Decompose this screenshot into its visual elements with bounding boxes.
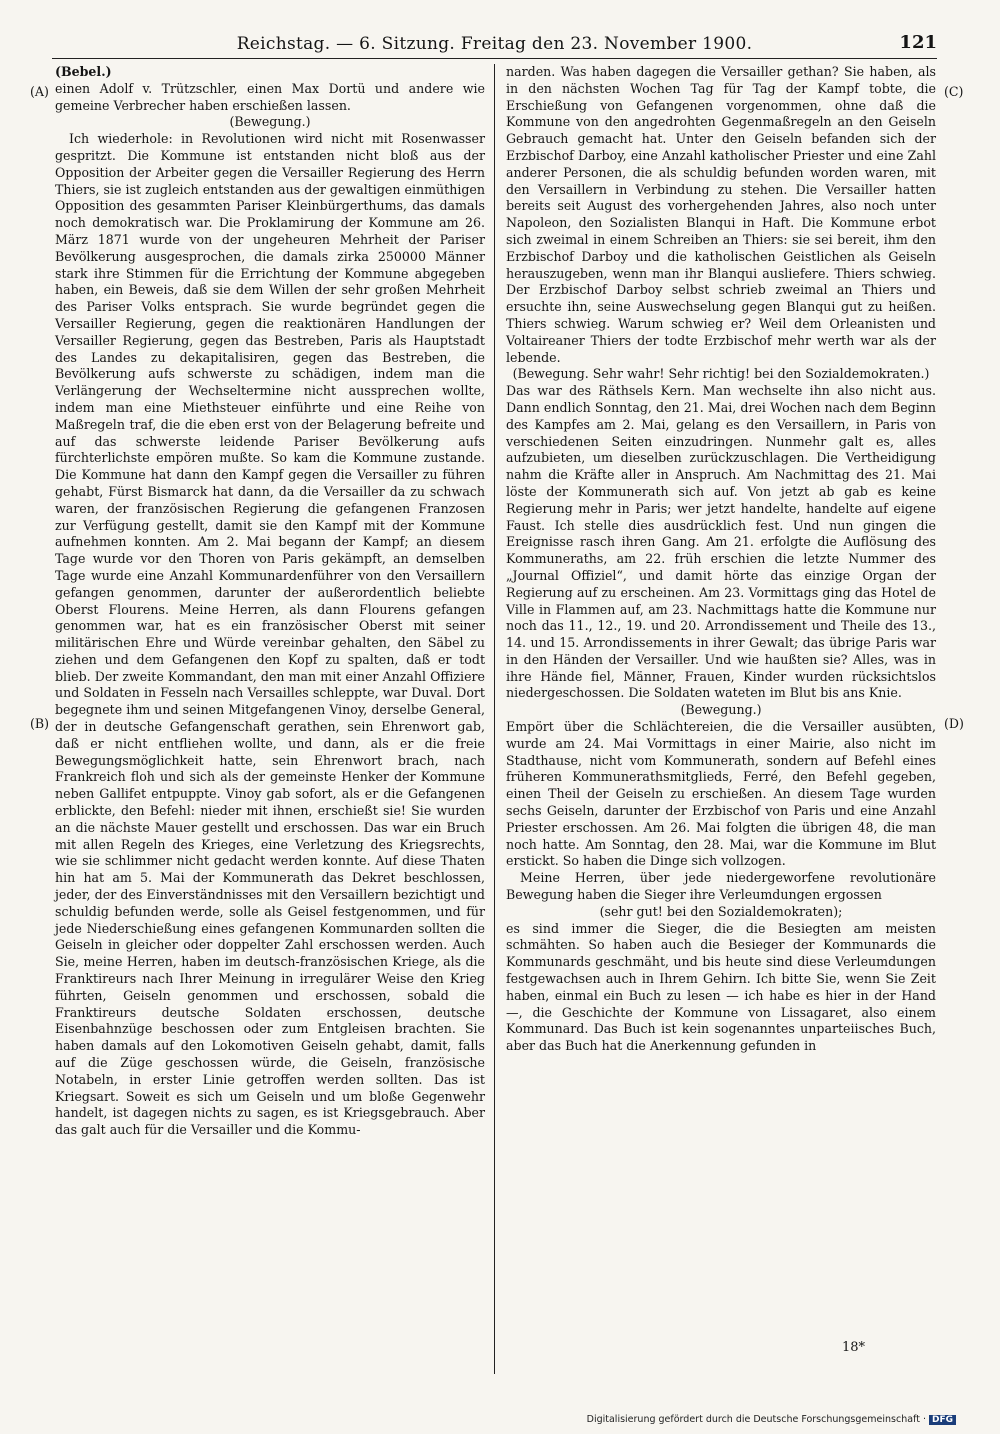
running-title: Reichstag. — 6. Sitzung. Freitag den 23. November 1900. <box>236 34 753 54</box>
interjection: (Bewegung.) <box>680 702 762 718</box>
left-column <box>55 64 485 1139</box>
page-number: 121 <box>899 32 937 53</box>
digitization-credit <box>587 1414 956 1425</box>
margin-marker-a: (A) <box>30 84 49 99</box>
margin-marker-c: (C) <box>944 84 964 99</box>
speaker-name: (Bebel.) <box>55 64 112 79</box>
interjection: (sehr gut! bei den Sozialdemokraten); <box>599 903 843 919</box>
dfg-logo: DFG <box>929 1415 956 1425</box>
paragraph: es sind immer die Sieger, die die Besiegten am meisten schmähten. So haben auch die Besieger der Kommunards die Kommunards geschmäht, und bis heute sind diese Verleumdungen festgewachsen auch in Ihrem Gehirn. Ich bitte Sie, wenn Sie Zeit haben, einmal ein Buch zu lesen — ich habe es hier in der Hand —, die Geschichte der Kommune von Lissagaret, also einem Kommunard. Das Buch ist kein sogenanntes unparteiisches Buch, aber das Buch hat die Anerkennung gefunden in <box>506 920 936 1054</box>
margin-marker-d: (D) <box>944 716 964 731</box>
interjection: (Bewegung. Sehr wahr! Sehr richtig! bei den Sozialdemokraten.) <box>512 366 930 382</box>
column-divider <box>494 64 495 1374</box>
margin-marker-b: (B) <box>30 716 50 731</box>
paragraph: einen Adolf v. Trützschler, einen Max Dortü und andere wie gemeine Verbrecher haben erschießen lassen. <box>55 80 485 113</box>
right-column <box>506 64 936 1055</box>
paragraph: Das war des Räthsels Kern. Man wechselte ihn also nicht aus. Dann endlich Sonntag, den 21. Mai, drei Wochen nach dem Beginn des Kampfes am 2. Mai, gelang es den Versaillern, in Paris von verschiedenen Seiten einzudringen. Nunmehr galt es, alles aufzubieten, um dieselben zurückzuschlagen. Die Vertheidigung nahm die Kräfte aller in Anspruch. Am Nachmittag des 21. Mai löste der Kommunerath sich auf. Von jetzt ab gab es keine Regierung mehr in Paris; wer jetzt handelte, handelte auf eigene Faust. Ich stelle dies ausdrücklich fest. Und nun gingen die Ereignisse rasch ihren Gang. Am 21. erfolgte die Auflösung des Kommuneraths, am 22. früh erschien die letzte Nummer des „Journal Offiziel“, und damit hörte das einzige Organ der Regierung auf zu erscheinen. Am 23. Vormittags ging das Hotel de Ville in Flammen auf, am 23. Nachmittags hatte die Kommune nur noch das 11., 12., 19. und 20. Arrondissement und Theile des 13., 14. und 15. Arrondissements in ihrer Gewalt; das übrige Paris war in den Händen der Versailler. Und wie haußten sie? Alles, was in ihre Hände fiel, Männer, Frauen, Kinder wurden rücksichtslos niedergeschossen. Die Soldaten wateten im Blut bis ans Knie. <box>506 383 936 701</box>
credit-text: Digitalisierung gefördert durch die Deutsche Forschungsgemeinschaft · <box>586 1414 926 1425</box>
signature-mark: 18* <box>842 1340 866 1355</box>
paragraph: narden. Was haben dagegen die Versailler gethan? Sie haben, als in den nächsten Wochen Tag für Tag der Kampf tobte, die Erschießung von Gefangenen vorgenommen, ohne daß die Kommune von den angedrohten Gegenmaßregeln an den Geiseln Gebrauch gemacht hat. Unter den Geiseln befanden sich der Erzbischof Darboy, eine Anzahl katholischer Priester und eine Zahl anderer Personen, die als schuldig befunden worden waren, mit den Versaillern in Verbindung zu stehen. Die Versailler hatten bereits seit August des vorhergehenden Jahres, also noch unter Napoleon, den Sozialisten Blanqui in Haft. Die Kommune erbot sich zweimal in einem Schreiben an Thiers: sie sei bereit, ihm den Erzbischof Darboy und die katholischen Geistlichen als Geiseln herauszugeben, wenn man ihr Blanqui ausliefere. Thiers schwieg. Der Erzbischof Darboy selbst schrieb zweimal an Thiers und ersuchte ihn, seine Auswechselung gegen Blanqui gut zu heißen. Thiers schwieg. Warum schwieg er? Weil dem Orleanisten und Voltaireaner Thiers der todte Erzbischof mehr werth war als der lebende. <box>506 64 936 365</box>
paragraph: Meine Herren, über jede niedergeworfene revolutionäre Bewegung haben die Sieger ihre Verleumdungen ergossen <box>506 870 936 903</box>
paragraph: Empört über die Schlächtereien, die die Versailler ausübten, wurde am 24. Mai Vormittags in einer Mairie, also nicht im Stadthause, nicht vom Kommunerath, sondern auf Befehl eines früheren Kommunerathsmitglieds, Ferré, den Befehl gegeben, einen Theil der Geiseln zu erschießen. An diesem Tage wurden sechs Geiseln, darunter der Erzbischof von Paris und eine Anzahl Priester erschossen. Am 26. Mai folgten die übrigen 48, die man noch hatte. Am Sonntag, den 28. Mai, war die Kommune im Blut erstickt. So haben die Dinge sich vollzogen. <box>506 719 936 869</box>
paragraph: Ich wiederhole: in Revolutionen wird nicht mit Rosenwasser gespritzt. Die Kommune ist entstanden nicht bloß aus der Opposition der Arbeiter gegen die Versailler Regierung des Herrn Thiers, sie ist zugleich entstanden aus der gewaltigen einmüthigen Opposition des gesammten Pariser Kleinbürgerthums, das damals noch demokratisch war. Die Proklamirung der Kommune am 26. März 1871 wurde von der ungeheuren Mehrheit der Pariser Bevölkerung ausgesprochen, die damals zirka 250000 Männer stark ihre Stimmen für die Errichtung der Kommune abgegeben haben, ein Beweis, daß sie dem Willen der sehr großen Mehrheit des Pariser Volks entsprach. Sie wurde begründet gegen die Versailler Regierung, gegen die reaktionären Handlungen der Versailler Regierung, gegen das Bestreben, Paris als Hauptstadt des Landes zu dekapitalisiren, gegen das Bestreben, die Bevölkerung aufs schwerste zu schädigen, indem man die Verlängerung der Wechseltermine nicht aussprechen wollte, indem man eine Miethsteuer einführte und eine Reihe von Maßregeln traf, die die eben erst von der Belagerung befreite und auf das schwerste leidende Pariser Bevölkerung aufs fürchterlichste empören mußte. So kam die Kommune zustande. Die Kommune hat dann den Kampf gegen die Versailler zu führen gehabt, Fürst Bismarck hat dann, da die Versailler da zu schwach waren, der französischen Regierung die gefangenen Franzosen zur Verfügung gestellt, damit sie den Kampf mit der Kommune aufnehmen konnten. Am 2. Mai begann der Kampf; an diesem Tage wurde vor den Thoren von Paris gekämpft, an demselben Tage wurde eine Anzahl Kommunardenführer von den Versaillern gefangen genommen, darunter der außerordentlich beliebte Oberst Flourens. Meine Herren, als dann Flourens gefangen genommen war, hat es ein französischer Oberst mit seiner militärischen Ehre und Würde vereinbar gehalten, den Säbel zu ziehen und dem Gefangenen den Kopf zu spalten, daß er todt blieb. Der zweite Kommandant, den man mit einer Anzahl Offiziere und Soldaten in Fesseln nach Versailles schleppte, war Duval. Dort begegnete ihm und seinen Mitgefangenen Vinoy, derselbe General, der in deutsche Gefangenschaft gerathen, sein Ehrenwort gab, daß er nicht entfliehen wollte, und dann, als er die freie Bewegungsmöglichkeit hatte, sein Ehrenwort brach, nach Frankreich floh und sich als der gemeinste Henker der Kommune neben Gallifet entpuppte. Vinoy gab sofort, als er die Gefangenen erblickte, den Befehl: nieder mit ihnen, erschießt sie! Sie wurden an die nächste Mauer gestellt und erschossen. Das war ein Bruch mit allen Regeln des Krieges, eine Verletzung des Kriegsrechts, wie sie schlimmer nicht gedacht werden konnte. Auf diese Thaten hin hat am 5. Mai der Kommunerath das Dekret beschlossen, jeder, der des Einverständnisses mit den Versaillern bezichtigt und schuldig befunden werde, solle als Geisel festgenommen, und für jede Niederschießung eines gefangenen Kommunarden sollten die Geiseln in gleicher oder doppelter Zahl erschossen werden. Auch Sie, meine Herren, haben im deutsch-französischen Kriege, als die Franktireurs nach Ihrer Meinung in irregulärer Weise den Krieg führten, Geiseln genommen und erschossen, sobald die Franktireurs deutsche Soldaten erschossen, deutsche Eisenbahnzüge beschossen oder zum Entgleisen brachten. Sie haben damals auf den Lokomotiven Geiseln gehabt, damit, falls auf die Züge geschossen würde, die Geiseln, französische Notabeln, in erster Linie getroffen werden sollten. Das ist Kriegsart. Soweit es sich um Geiseln und um bloße Gegenwehr handelt, ist dagegen nichts zu sagen, es ist Kriegsgebrauch. Aber das galt auch für die Versailler und die Kommu- <box>55 131 485 1138</box>
page-header <box>52 32 937 59</box>
interjection: (Bewegung.) <box>229 114 311 130</box>
